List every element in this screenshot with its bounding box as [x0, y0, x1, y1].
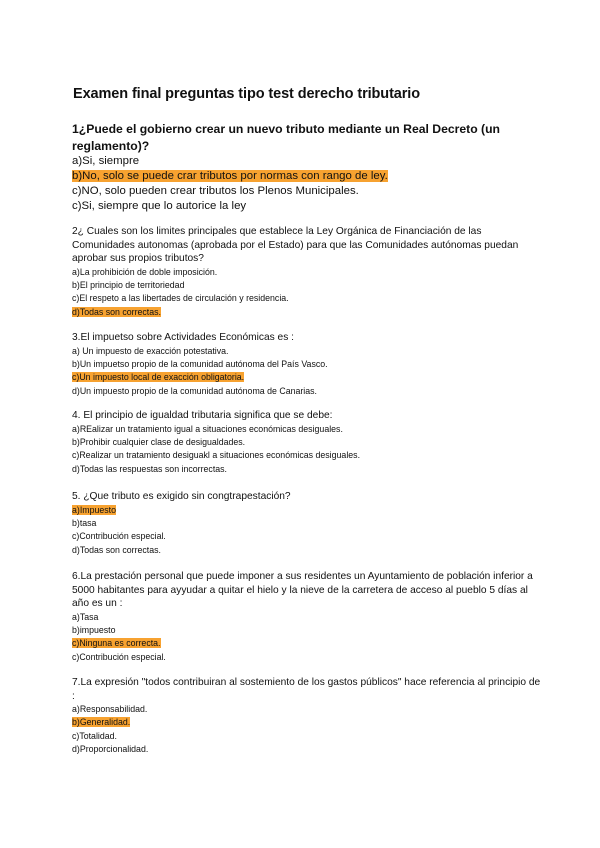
question-text: 6.La prestación personal que puede imponer a sus residentes un Ayuntamiento de población inferior a 5000 habitantes para ayyudar a quitar el hielo y la nieve de la carretera de acceso al pueblo 5 días al año es un : [72, 571, 533, 609]
answer-option: a)Responsabilidad. [72, 704, 148, 714]
question-2 [72, 225, 542, 319]
answer-option: b)Prohibir cualquier clase de desigualdades. [72, 436, 246, 447]
answer-option: b)impuesto [72, 624, 116, 635]
answer-option: d)Todas son correctas. [72, 544, 161, 555]
answer-option: c)NO, solo pueden crear tributos los Plenos Municipales. [72, 185, 359, 197]
answer-option: d)Un impuesto propio de la comunidad autónoma de Canarias. [72, 385, 317, 396]
answer-option: c)Realizar un tratamiento desiguakl a situaciones económicas desiguales. [72, 450, 361, 461]
question-text: 4. El principio de igualdad tributaria significa que se debe: [72, 410, 333, 421]
answer-option: c)El respeto a las libertades de circulación y residencia. [72, 293, 289, 304]
question-4 [72, 409, 542, 476]
document-title: Examen final preguntas tipo test derecho tributario [73, 86, 420, 102]
answer-option-highlighted: b)No, solo se puede crar tributos por normas con rango de ley. [72, 170, 388, 182]
answer-option-highlighted: c)Un impuesto local de exacción obligatoria. [72, 372, 245, 383]
answer-option: a) Un impuesto de exacción potestativa. [72, 345, 229, 356]
answer-option: c)Si, siempre que lo autorice la ley [72, 200, 247, 212]
question-text: 5. ¿Que tributo es exigido sin congtrapestación? [72, 491, 291, 502]
answer-option: c)Contribución especial. [72, 651, 166, 662]
answer-option: d)Proporcionalidad. [72, 744, 149, 755]
question-text: 7.La expresión "todos contribuiran al sostemiento de los gastos públicos" hace referencia al principio de : [72, 677, 541, 702]
question-text: 2¿ Cuales son los limites principales que establece la Ley Orgánica de Financiación de las Comunidades autonomas (aprobada por el Estado) para que las Comunidades autónomas puedan aprobar sus propios tributos? [72, 226, 519, 264]
answer-option: a)Tasa [72, 611, 99, 622]
answer-option-highlighted: d)Todas son correctas. [72, 306, 161, 317]
answer-option: b)Un impuetso propio de la comunidad autónoma del País Vasco. [72, 358, 328, 369]
answer-option: b)tasa [72, 517, 97, 528]
answer-option-highlighted: c)Ninguna es correcta. [72, 638, 161, 649]
question-1 [72, 121, 542, 214]
answer-option: c)Totalidad. [72, 730, 117, 741]
question-5 [72, 490, 542, 557]
answer-option: b)El principio de territoriedad [72, 279, 185, 290]
question-3 [72, 331, 542, 398]
answer-option-highlighted: a)Impuesto [72, 504, 117, 515]
answer-option: d)Todas las respuestas son incorrectas. [72, 463, 227, 474]
question-text: 3.El impuetso sobre Actividades Económicas es : [72, 332, 294, 343]
answer-option-highlighted: b)Generalidad. [72, 717, 131, 728]
answer-option: a)Si, siempre [72, 155, 140, 167]
answer-option: c)Contribución especial. [72, 531, 166, 542]
question-7 [72, 676, 542, 757]
question-text: 1¿Puede el gobierno crear un nuevo tributo mediante un Real Decreto (un reglamento)? [72, 122, 500, 153]
question-6 [72, 570, 542, 664]
answer-option: a)La prohibición de doble imposición. [72, 266, 218, 277]
answer-option: a)REalizar un tratamiento igual a situaciones económicas desiguales. [72, 423, 343, 434]
